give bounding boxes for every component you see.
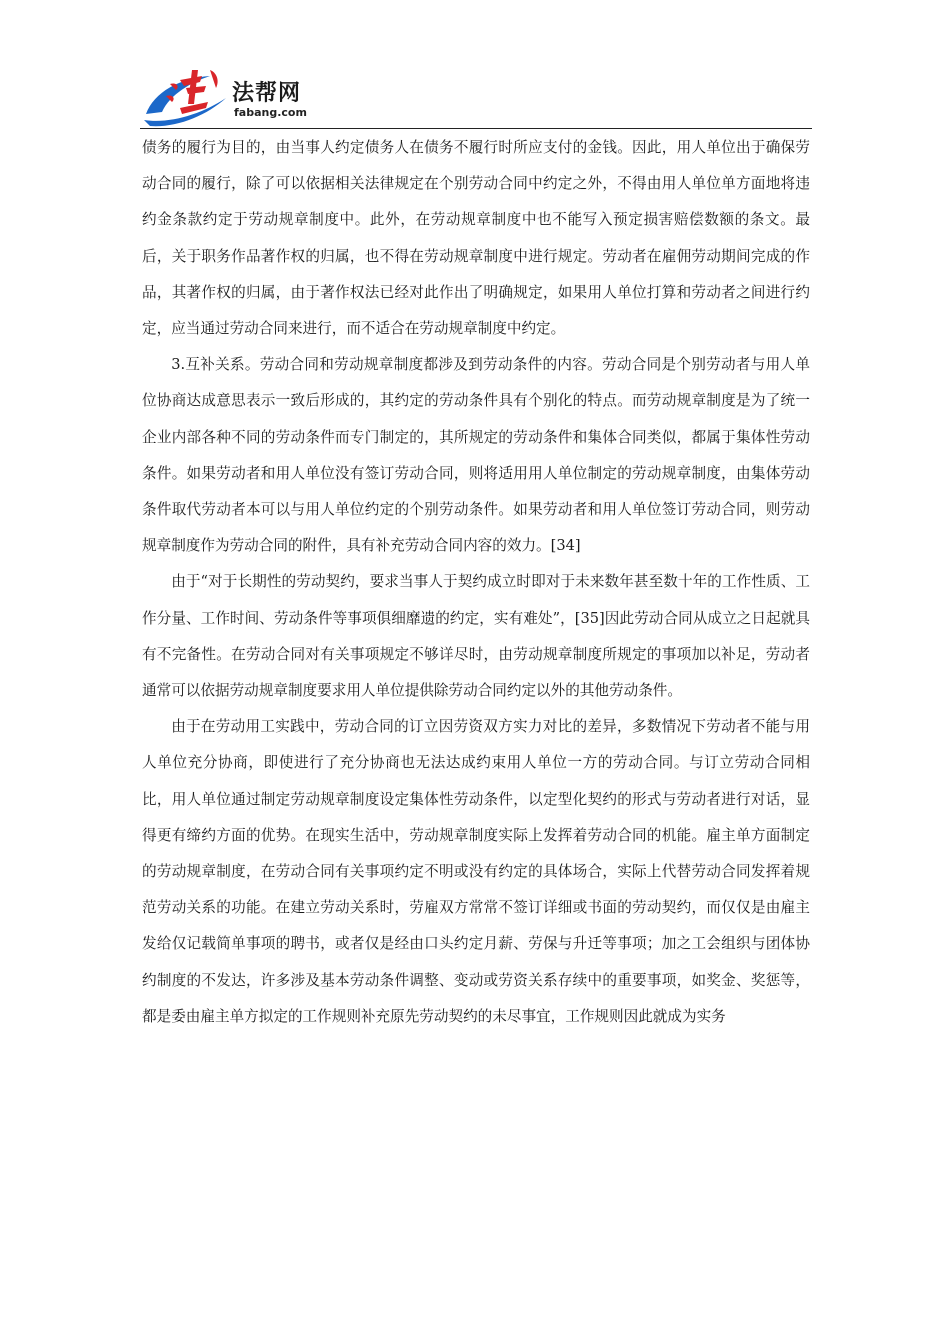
paragraph-complementary-relation: 3.互补关系。劳动合同和劳动规章制度都涉及到劳动条件的内容。劳动合同是个别劳动者与用人单位协商达成意思表示一致后形成的，其约定的劳动条件具有个别化的特点。而劳动规章制度是为了统一企业内部各种不同的劳动条件而专门制定的，其所规定的劳动条件和集体合同类似，都属于集体性劳动条件。如果劳动者和用人单位没有签订劳动合同，则将适用用人单位制定的劳动规章制度，由集体劳动条件取代劳动者本可以与用人单位约定的个别劳动条件。如果劳动者和用人单位签订劳动合同，则劳动规章制度作为劳动合同的附件，具有补充劳动合同内容的效力。[34] — [142, 356, 810, 555]
header-divider — [140, 128, 812, 129]
document-body — [142, 130, 810, 1035]
paragraph-continued: 债务的履行为目的，由当事人约定债务人在债务不履行时所应支付的金钱。因此，用人单位出于确保劳动合同的履行，除了可以依据相关法律规定在个别劳动合同中约定之外，不得由用人单位单方面地将违约金条款约定于劳动规章制度中。此外，在劳动规章制度中也不能写入预定损害赔偿数额的条文。最后，关于职务作品著作权的归属，也不得在劳动规章制度中进行规定。劳动者在雇佣劳动期间完成的作品，其著作权的归属，由于著作权法已经对此作出了明确规定，如果用人单位打算和劳动者之间进行约定，应当通过劳动合同来进行，而不适合在劳动规章制度中约定。 — [142, 139, 810, 338]
page-header — [140, 62, 812, 128]
paragraph-practice: 由于在劳动用工实践中，劳动合同的订立因劳资双方实力对比的差异，多数情况下劳动者不能与用人单位充分协商，即使进行了充分协商也无法达成约束用人单位一方的劳动合同。与订立劳动合同相比，用人单位通过制定劳动规章制度设定集体性劳动条件，以定型化契约的形式与劳动者进行对话，显得更有缔约方面的优势。在现实生活中，劳动规章制度实际上发挥着劳动合同的机能。雇主单方面制定的劳动规章制度，在劳动合同有关事项约定不明或没有约定的具体场合，实际上代替劳动合同发挥着规范劳动关系的功能。在建立劳动关系时，劳雇双方常常不签订详细或书面的劳动契约，而仅仅是由雇主发给仅记载简单事项的聘书，或者仅是经由口头约定月薪、劳保与升迁等事项；加之工会组织与团体协约制度的不发达，许多涉及基本劳动条件调整、变动或劳资关系存续中的重要事项，如奖金、奖惩等，都是委由雇主单方拟定的工作规则补充原先劳动契约的未尽事宜，工作规则因此就成为实务 — [142, 718, 810, 1025]
fabang-logo-icon — [140, 62, 232, 128]
logo-domain: fabang.com — [234, 106, 307, 119]
fabang-logo[interactable] — [140, 62, 340, 128]
paragraph-incompleteness: 由于“对于长期性的劳动契约，要求当事人于契约成立时即对于未来数年甚至数十年的工作性质、工作分量、工作时间、劳动条件等事项俱细靡遗的约定，实有难处”，[35]因此劳动合同从成立之日起就具有不完备性。在劳动合同对有关事项规定不够详尽时，由劳动规章制度所规定的事项加以补足，劳动者通常可以依据劳动规章制度要求用人单位提供除劳动合同约定以外的其他劳动条件。 — [142, 573, 810, 700]
logo-name: 法帮网 — [232, 81, 302, 106]
